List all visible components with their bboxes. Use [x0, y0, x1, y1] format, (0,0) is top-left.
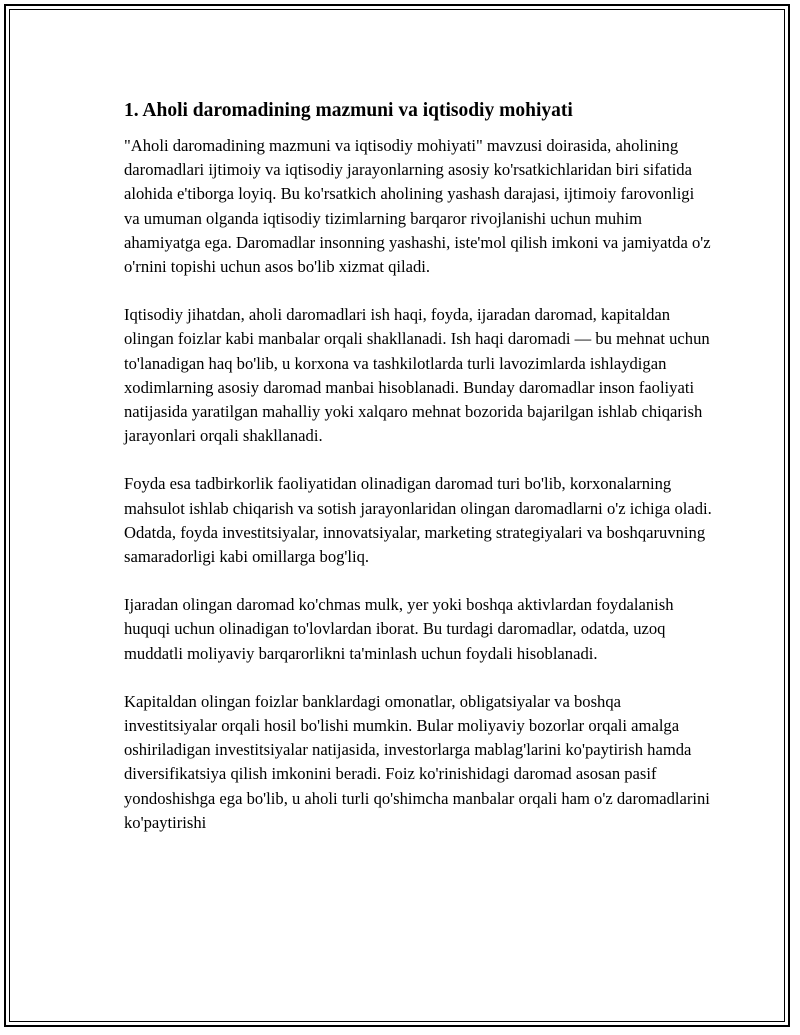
paragraph-profit: Foyda esa tadbirkorlik faoliyatidan olinadigan daromad turi bo'lib, korxonalarning mahsulot ishlab chiqarish va sotish jarayonlaridan olingan daromadlarni o'z ichiga oladi. Odatda, foyda investitsiyalar, innovatsiyalar, marketing strategiyalari va boshqaruvning samaradorligi kabi omillarga bog'liq.	[124, 474, 712, 567]
document-body	[124, 98, 714, 859]
paragraph-interest: Kapitaldan olingan foizlar banklardagi omonatlar, obligatsiyalar va boshqa investitsiyalar orqali hosil bo'lishi mumkin. Bular moliyaviy bozorlar orqali amalga oshiriladigan investitsiyalar natijasida, investorlarga mablag'larini ko'paytirish hamda diversifikatsiya qilish imkonini beradi. Foiz ko'rinishidagi daromad asosan pasif yondoshishga ega bo'lib, u aholi turli qo'shimcha manbalar orqali ham o'z daromadlarini ko'paytirishi	[124, 691, 710, 832]
page-border	[4, 4, 790, 1027]
paragraph-rent: Ijaradan olingan daromad ko'chmas mulk, yer yoki boshqa aktivlardan foydalanish huquqi uchun olinadigan to'lovlardan iborat. Bu turdagi daromadlar, odatda, uzoq muddatli moliyaviy barqarorlikni ta'minlash uchun foydali hisoblanadi.	[124, 595, 674, 663]
section-title: 1. Aholi daromadining mazmuni va iqtisodiy mohiyati	[124, 100, 573, 121]
paragraph-income-sources: Iqtisodiy jihatdan, aholi daromadlari ish haqi, foyda, ijaradan daromad, kapitaldan olingan foizlar kabi manbalar orqali shakllanadi. Ish haqi daromadi — bu mehnat uchun to'lanadigan haq bo'lib, u korxona va tashkilotlarda turli lavozimlarda ishlaydigan xodimlarning asosiy daromad manbai hisoblanadi. Bunday daromadlar inson faoliyati natijasida yaratilgan mahalliy yoki xalqaro mehnat bozorida bajarilgan ishlab chiqarish jarayonlari orqali shakllanadi.	[124, 305, 710, 446]
paragraph-intro: "Aholi daromadining mazmuni va iqtisodiy mohiyati" mavzusi doirasida, aholining daromadlari ijtimoiy va iqtisodiy jarayonlarning asosiy ko'rsatkichlaridan biri sifatida alohida e'tiborga loyiq. Bu ko'rsatkich aholining yashash darajasi, ijtimoiy farovonligi va umuman olganda iqtisodiy tizimlarning barqaror rivojlanishi uchun muhim ahamiyatga ega. Daromadlar insonning yashashi, iste'mol qilish imkoni va jamiyatda o'z o'rnini topishi uchun asos bo'lib xizmat qiladi.	[124, 136, 711, 277]
